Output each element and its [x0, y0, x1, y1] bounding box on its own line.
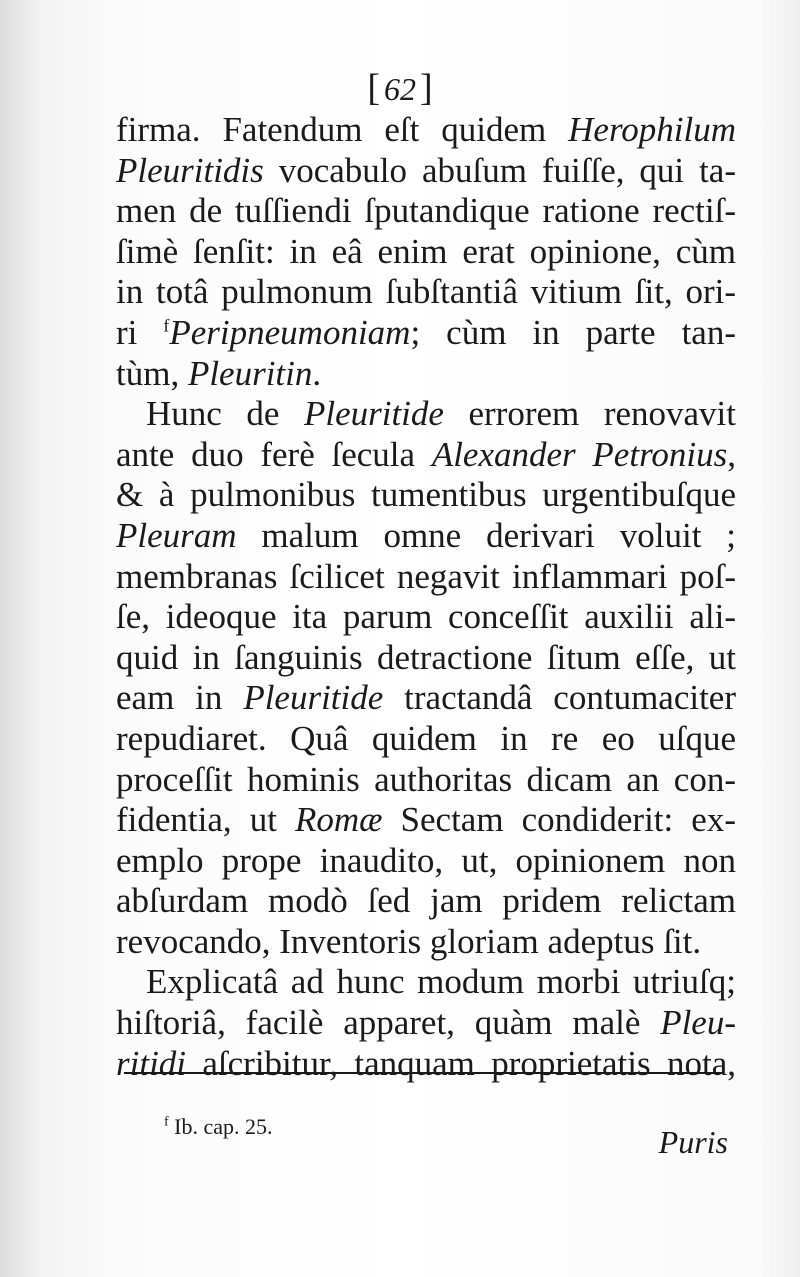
roman-text: .	[312, 353, 322, 393]
roman-text: men de tuſſiendi ſputandique ratione rectiſ-	[116, 191, 736, 231]
roman-text: quid in ſanguinis detractione ſitum eſſe, ut	[116, 637, 736, 677]
roman-text: tractandâ contumaciter	[383, 678, 736, 718]
roman-text: Hunc de	[146, 394, 304, 434]
roman-text: ſimè ſenſit: in eâ enim erat opinione, cùm	[116, 231, 736, 271]
roman-text: ; cùm in parte tan-	[410, 312, 736, 352]
italic-text: Pleuram	[116, 515, 237, 555]
text-line	[116, 354, 736, 395]
header-bracket-close: ]	[420, 67, 433, 109]
roman-text: aſcribitur, tanquam proprietatis nota,	[186, 1043, 736, 1083]
text-line	[116, 962, 736, 1003]
roman-text: abſurdam modò ſed jam pridem relictam	[116, 881, 736, 921]
text-line	[116, 435, 736, 476]
header-bracket-open: [	[367, 67, 380, 109]
text-line	[116, 638, 736, 679]
roman-text: in totâ pulmonum ſubſtantiâ vitium ſit, ori-	[116, 272, 736, 312]
footnote-text: Ib. cap. 25.	[174, 1114, 273, 1139]
footnote-mark: f	[164, 1114, 169, 1130]
text-line	[116, 922, 736, 963]
italic-text: Pleuritin	[187, 353, 313, 393]
italic-text: Pleuritide	[243, 678, 384, 718]
text-line	[116, 313, 736, 354]
catchword: Puris	[658, 1124, 728, 1160]
footnote	[164, 1114, 273, 1140]
italic-text: Alexander Petronius	[431, 434, 728, 474]
roman-text: repudiaret. Quâ quidem in re eo uſque	[116, 718, 736, 758]
page-header	[0, 66, 800, 111]
text-line	[116, 516, 736, 557]
text-line	[116, 1003, 736, 1044]
roman-text: ſe, ideoque ita parum conceſſit auxilii ali-	[116, 597, 736, 637]
body-text	[116, 110, 736, 1084]
roman-text: proceſſit hominis authoritas dicam an con-	[116, 759, 736, 799]
text-line	[116, 110, 736, 151]
roman-text: Sectam condiderit: ex-	[382, 800, 736, 840]
italic-text: Pleuritidis	[116, 150, 264, 190]
text-line	[116, 557, 736, 598]
footnote-ref: f	[163, 315, 170, 336]
text-line	[116, 678, 736, 719]
roman-text: emplo prope inaudito, ut, opinionem non	[116, 840, 736, 880]
italic-text: Peripneumoniam	[169, 312, 411, 352]
roman-text: hiſtoriâ, facilè apparet, quàm malè	[116, 1003, 661, 1043]
text-line	[116, 719, 736, 760]
text-line	[116, 272, 736, 313]
text-line	[116, 800, 736, 841]
roman-text: fidentia, ut	[116, 800, 295, 840]
roman-text: firma. Fatendum eſt quidem	[116, 110, 569, 149]
text-line	[116, 597, 736, 638]
roman-text: vocabulo abuſum fuiſſe, qui ta-	[263, 150, 736, 190]
italic-text: ritidi	[116, 1043, 187, 1083]
text-line	[116, 881, 736, 922]
text-line	[116, 760, 736, 801]
roman-text: errorem renovavit	[443, 394, 736, 434]
text-line	[116, 394, 736, 435]
footnote-rule	[124, 1072, 722, 1074]
italic-text: Herophilum	[568, 110, 736, 149]
roman-text: & à pulmonibus tumentibus urgentibuſque	[116, 475, 736, 515]
text-line	[116, 191, 736, 232]
roman-text: Explicatâ ad hunc modum morbi utriuſq;	[146, 962, 736, 1002]
text-line	[116, 1044, 736, 1085]
text-line	[116, 232, 736, 273]
roman-text: ante duo ferè ſecula	[116, 434, 432, 474]
italic-text: Pleuritide	[303, 394, 444, 434]
roman-text: membranas ſcilicet negavit inflammari poſ-	[116, 556, 736, 596]
roman-text: ,	[727, 434, 736, 474]
roman-text: tùm,	[116, 353, 188, 393]
roman-text: revocando, Inventoris gloriam adeptus ſit.	[116, 921, 702, 961]
italic-text: Pleu-	[660, 1003, 736, 1043]
roman-text: ri	[116, 312, 164, 352]
roman-text: malum omne derivari voluit ;	[236, 515, 736, 555]
page-number: 62	[384, 71, 416, 107]
text-line	[116, 841, 736, 882]
text-line	[116, 475, 736, 516]
roman-text: eam in	[116, 678, 244, 718]
text-line	[116, 151, 736, 192]
italic-text: Romæ	[294, 800, 383, 840]
